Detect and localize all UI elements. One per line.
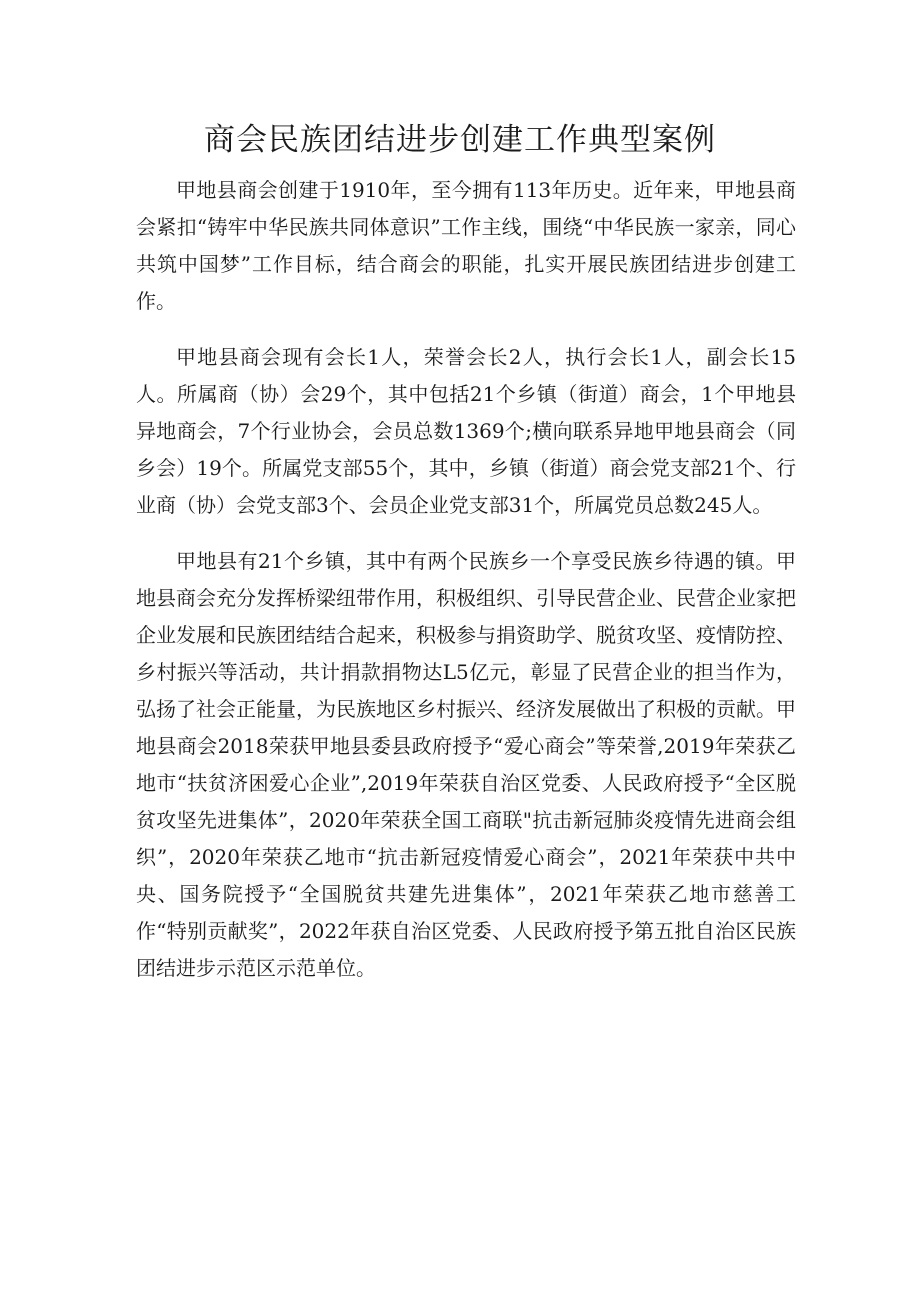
paragraph-achievements: 甲地县有21个乡镇，其中有两个民族乡一个享受民族乡待遇的镇。甲地县商会充分发挥桥梁纽带作用，积极组织、引导民营企业、民营企业家把企业发展和民族团结结合起来，积极参与捐资助学、脱贫攻坚、疫情防控、乡村振兴等活动，共计捐款捐物达L5亿元，彰显了民营企业的担当作为，弘扬了社会正能量，为民族地区乡村振兴、经济发展做出了积极的贡献。甲地县商会2018荣获甲地县委县政府授予“爱心商会”等荣誉,2019年荣获乙地市“扶贫济困爱心企业”,2019年荣获自治区党委、人民政府授予“全区脱贫攻坚先进集体”，2020年荣获全国工商联"抗击新冠肺炎疫情先进商会组织”，2020年荣获乙地市“抗击新冠疫情爱心商会”，2021年荣获中共中央、国务院授予“全国脱贫共建先进集体”，2021年荣获乙地市慈善工作“特别贡献奖”，2022年获自治区党委、人民政府授予第五批自治区民族团结进步示范区示范单位。 <box>136 549 796 980</box>
paragraph-organization: 甲地县商会现有会长1人，荣誉会长2人，执行会长1人，副会长15人。所属商（协）会29个，其中包括21个乡镇（街道）商会，1个甲地县异地商会，7个行业协会，会员总数1369个;横向联系异地甲地县商会（同乡会）19个。所属党支部55个，其中，乡镇（街道）商会党支部21个、行业商（协）会党支部3个、会员企业党支部31个，所属党员总数245人。 <box>136 345 796 517</box>
document-title: 商会民族团结进步创建工作典型案例 <box>204 122 716 158</box>
paragraph-history: 甲地县商会创建于1910年，至今拥有113年历史。近年来，甲地县商会紧扣“铸牢中华民族共同体意识”工作主线，围绕“中华民族一家亲，同心共筑中国梦”工作目标，结合商会的职能，扎实开展民族团结进步创建工作。 <box>136 178 796 313</box>
document-body <box>136 172 796 987</box>
